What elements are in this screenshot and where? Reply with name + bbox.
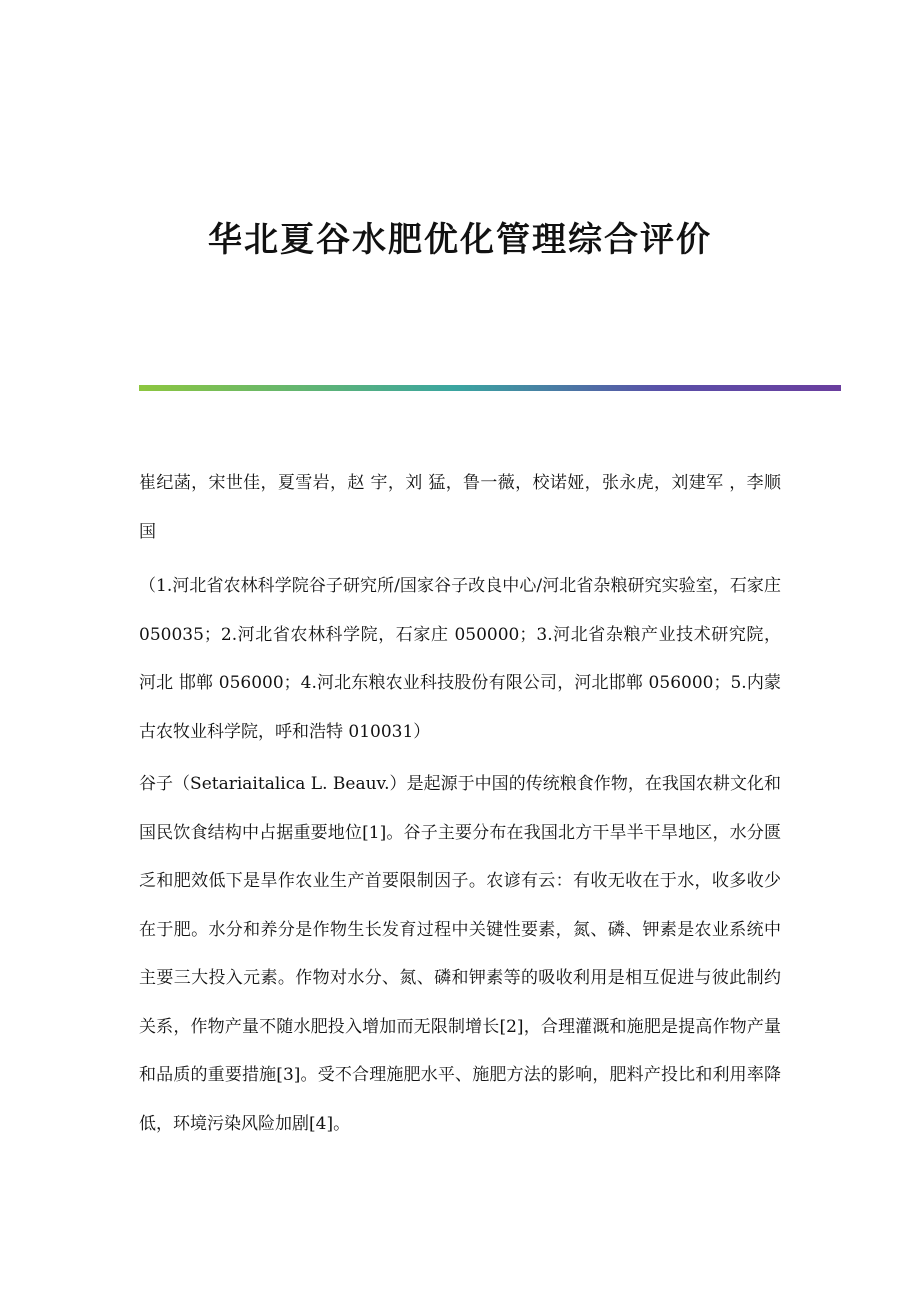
body-paragraph: 谷子（Setariaitalica L. Beauv.）是起源于中国的传统粮食作物，在我国农耕文化和国民饮食结构中占据重要地位[1]。谷子主要分布在我国北方干旱半干旱地区，水分匮乏和肥效低下是旱作农业生产首要限制因子。农谚有云：有收无收在于水，收多收少在于肥。水分和养分是作物生长发育过程中关键性要素，氮、磷、钾素是农业系统中主要三大投入元素。作物对水分、氮、磷和钾素等的吸收利用是相互促进与彼此制约关系，作物产量不随水肥投入增加而无限制增长[2]，合理灌溉和施肥是提高作物产量和品质的重要措施[3]。受不合理施肥水平、施肥方法的影响，肥料产投比和利用率降低，环境污染风险加剧[4]。 (139, 774, 781, 1134)
affiliation-list: （1.河北省农林科学院谷子研究所/国家谷子改良中心/河北省杂粮研究实验室，石家庄 050035；2.河北省农林科学院，石家庄 050000；3.河北省杂粮产业技术研究院，河北 邯郸 056000；4.河北东粮农业科技股份有限公司，河北邯郸 056000；5.内蒙古农牧业科学院，呼和浩特 010031） (139, 576, 781, 742)
title-divider (139, 385, 841, 391)
document-title: 华北夏谷水肥优化管理综合评价 (208, 220, 712, 260)
author-list: 崔纪菡，宋世佳，夏雪岩，赵 宇，刘 猛，鲁一薇，校诺娅，张永虎，刘建军 ，李顺国 (139, 473, 781, 542)
